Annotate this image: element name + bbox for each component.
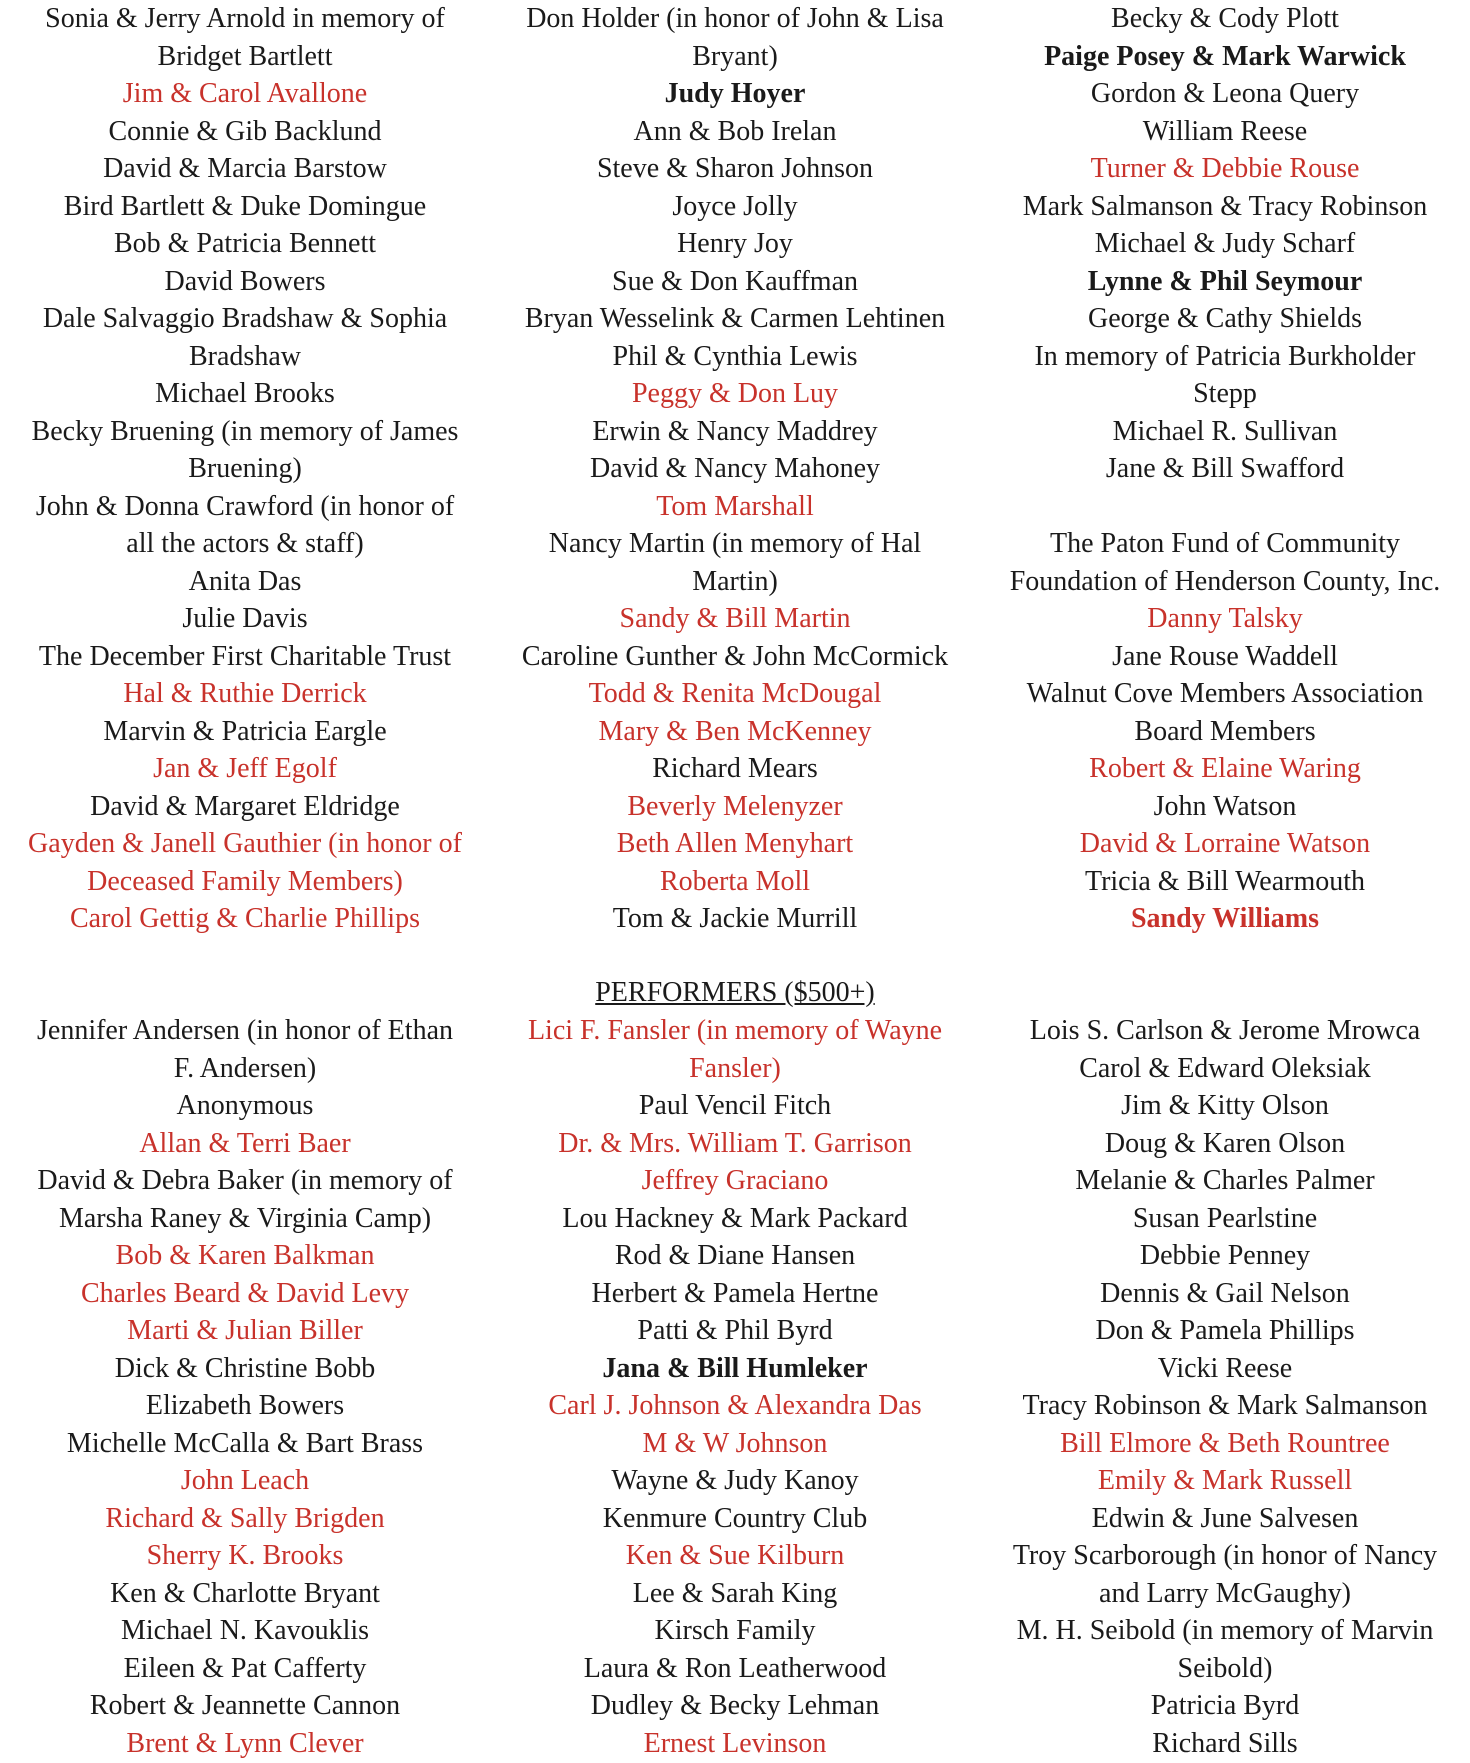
donor-name: Foundation of Henderson County, Inc. (1009, 565, 1441, 597)
donor-name: Doug & Karen Olson (1104, 1127, 1346, 1159)
donor-name: Edwin & June Salvesen (1091, 1502, 1359, 1534)
donor-name: Carol & Edward Oleksiak (1079, 1052, 1371, 1084)
donor-name: Lee & Sarah King (632, 1577, 838, 1609)
donor-name: Sandy Williams (1130, 903, 1320, 934)
donor-name: Ken & Sue Kilburn (625, 1540, 845, 1571)
performers-column-center (490, 1012, 980, 1762)
donor-name: Charles Beard & David Levy (80, 1277, 410, 1309)
donor-name: Bob & Patricia Bennett (113, 228, 377, 259)
donor-name: Hal & Ruthie Derrick (123, 678, 367, 709)
donor-name: Michael N. Kavouklis (120, 1615, 370, 1646)
donor-name: Sherry K. Brooks (146, 1540, 344, 1571)
donor-name: Paul Vencil Fitch (638, 1090, 832, 1121)
donor-name: Sonia & Jerry Arnold in memory of (45, 3, 445, 34)
donor-name: Herbert & Pamela Hertne (591, 1277, 879, 1309)
donor-name: Bridget Bartlett (157, 40, 333, 72)
donor-name: Michael R. Sullivan (1112, 415, 1338, 447)
donor-name: Bird Bartlett & Duke Domingue (63, 190, 427, 222)
donor-name: Becky & Cody Plott (1111, 3, 1339, 34)
donor-name: Steve & Sharon Johnson (596, 153, 874, 184)
donor-name: John & Donna Crawford (in honor of (35, 490, 455, 522)
donor-name: Phil & Cynthia Lewis (612, 340, 858, 372)
donor-name: all the actors & staff) (126, 528, 364, 559)
donor-name: F. Andersen) (173, 1052, 317, 1084)
donor-name: Turner & Debbie Rouse (1090, 153, 1360, 184)
donor-name: Elizabeth Bowers (145, 1390, 345, 1421)
donor-name: Ernest Levinson (643, 1727, 827, 1759)
donor-name: William Reese (1142, 115, 1308, 147)
donor-name: Marvin & Patricia Eargle (103, 715, 387, 747)
donor-name: Dale Salvaggio Bradshaw & Sophia (42, 303, 448, 334)
donor-name: Bradshaw (189, 340, 301, 372)
donor-name: Bob & Karen Balkman (115, 1240, 375, 1271)
donor-name: Beth Allen Menyhart (616, 828, 854, 859)
donor-name: David & Marcia Barstow (103, 153, 387, 184)
donor-name: Anita Das (188, 565, 302, 597)
donor-name: Emily & Mark Russell (1097, 1465, 1353, 1496)
donor-name: Walnut Cove Members Association (1026, 678, 1424, 709)
donor-name: The December First Charitable Trust (38, 640, 452, 672)
donor-name: Jane & Bill Swafford (1105, 453, 1345, 484)
donor-name: Todd & Renita McDougal (588, 678, 882, 709)
donor-name: John Watson (1153, 790, 1297, 822)
spacer (980, 488, 1470, 526)
donor-name: Wayne & Judy Kanoy (611, 1465, 859, 1496)
performers-column-right (980, 1012, 1470, 1762)
donor-name: Patricia Byrd (1150, 1690, 1300, 1721)
donor-name: Michael & Judy Scharf (1094, 228, 1356, 259)
donor-name: Paige Posey & Mark Warwick (1044, 40, 1406, 72)
donor-name: David & Nancy Mahoney (589, 453, 881, 484)
donor-name: David & Margaret Eldridge (90, 790, 400, 822)
donor-name: Ann & Bob Irelan (633, 115, 837, 147)
donor-name: Allan & Terri Baer (139, 1127, 351, 1159)
donor-name: Brent & Lynn Clever (126, 1727, 364, 1759)
donor-name: In memory of Patricia Burkholder (1034, 340, 1416, 372)
donor-name: Kirsch Family (654, 1615, 816, 1646)
donor-name: Michael Brooks (155, 378, 335, 409)
donor-name: Vicki Reese (1157, 1352, 1293, 1384)
donor-name: Anonymous (176, 1090, 314, 1121)
donor-name: Danny Talsky (1147, 603, 1303, 634)
donor-name: Jennifer Andersen (in honor of Ethan (37, 1015, 453, 1046)
donor-name: Stepp (1193, 378, 1257, 409)
donor-name: Bryant) (692, 40, 778, 72)
donor-name: Debbie Penney (1139, 1240, 1311, 1271)
donor-name: Jim & Kitty Olson (1121, 1090, 1329, 1121)
donor-name: Melanie & Charles Palmer (1075, 1165, 1375, 1196)
donor-name: Roberta Moll (659, 865, 811, 897)
donor-name: Tricia & Bill Wearmouth (1084, 865, 1366, 897)
donor-name: David Bowers (164, 265, 326, 297)
donor-name: Deceased Family Members) (87, 865, 403, 897)
donor-name: Michelle McCalla & Bart Brass (66, 1427, 424, 1459)
donor-name: Troy Scarborough (in honor of Nancy (1012, 1540, 1438, 1571)
donor-name: Laura & Ron Leatherwood (583, 1652, 887, 1684)
donor-column-upper-left (0, 0, 490, 938)
donor-name: Marti & Julian Biller (127, 1315, 363, 1346)
donor-name: Sandy & Bill Martin (619, 603, 851, 634)
donor-name: Gayden & Janell Gauthier (in honor of (28, 828, 462, 859)
donor-name: Tom Marshall (656, 490, 814, 522)
donor-name: Erwin & Nancy Maddrey (592, 415, 878, 447)
donor-name: and Larry McGaughy) (1099, 1577, 1351, 1609)
donor-name: Jim & Carol Avallone (122, 78, 368, 109)
donor-name: Robert & Elaine Waring (1089, 753, 1361, 784)
donor-column-upper-right (980, 0, 1470, 938)
donor-name: David & Lorraine Watson (1079, 828, 1371, 859)
donor-name: Judy Hoyer (664, 78, 806, 109)
donor-name: Susan Pearlstine (1132, 1202, 1318, 1234)
donor-name: Lici F. Fansler (in memory of Wayne (527, 1015, 943, 1046)
donor-name: Seibold) (1177, 1652, 1273, 1684)
donor-name: Sue & Don Kauffman (612, 265, 858, 297)
donor-name: Henry Joy (677, 228, 793, 259)
donor-name: Beverly Melenyzer (627, 790, 843, 822)
donor-name: The Paton Fund of Community (1050, 528, 1400, 559)
donor-name: Fansler) (689, 1052, 781, 1084)
donor-name: Carol Gettig & Charlie Phillips (70, 903, 420, 934)
donor-name: Bill Elmore & Beth Rountree (1060, 1427, 1390, 1459)
performers-heading: PERFORMERS ($500+) (595, 977, 875, 1008)
donor-name: Marsha Raney & Virginia Camp) (58, 1202, 432, 1234)
donor-name: Jane Rouse Waddell (1112, 640, 1338, 672)
donor-name: Richard & Sally Brigden (105, 1502, 385, 1534)
donor-name: Dick & Christine Bobb (114, 1352, 376, 1384)
donor-name: Ken & Charlotte Bryant (110, 1577, 380, 1609)
donor-name: Becky Bruening (in memory of James (31, 415, 459, 447)
donor-name: Dudley & Becky Lehman (590, 1690, 880, 1721)
donor-name: Dr. & Mrs. William T. Garrison (558, 1127, 912, 1159)
donor-name: David & Debra Baker (in memory of (37, 1165, 453, 1196)
donor-name: Robert & Jeannette Cannon (89, 1690, 401, 1721)
donor-name: Jeffrey Graciano (641, 1165, 829, 1196)
donor-name: Lynne & Phil Seymour (1087, 265, 1363, 297)
donor-name: George & Cathy Shields (1087, 303, 1362, 334)
donor-name: Martin) (692, 565, 778, 597)
donor-name: Gordon & Leona Query (1090, 78, 1360, 109)
donor-name: Julie Davis (182, 603, 308, 634)
donor-name: Dennis & Gail Nelson (1100, 1277, 1350, 1309)
donor-name: Nancy Martin (in memory of Hal (548, 528, 922, 559)
donor-name: Jana & Bill Humleker (602, 1352, 868, 1384)
donor-name: Rod & Diane Hansen (614, 1240, 856, 1271)
donor-name: Richard Mears (652, 753, 818, 784)
donor-name: Lou Hackney & Mark Packard (562, 1202, 908, 1234)
donor-name: Richard Sills (1152, 1727, 1298, 1759)
donor-name: Mary & Ben McKenney (598, 715, 872, 747)
donor-name: Mark Salmanson & Tracy Robinson (1022, 190, 1428, 222)
donor-name: Peggy & Don Luy (631, 378, 839, 409)
donor-name: Connie & Gib Backlund (108, 115, 382, 147)
donor-name: M & W Johnson (642, 1427, 828, 1459)
donor-name: John Leach (180, 1465, 310, 1496)
donor-name: Eileen & Pat Cafferty (123, 1652, 367, 1684)
donor-name: Bruening) (188, 453, 302, 484)
donor-name: Tom & Jackie Murrill (612, 903, 858, 934)
donor-name: Carl J. Johnson & Alexandra Das (548, 1390, 922, 1421)
performers-column-left (0, 1012, 490, 1762)
donor-name: Caroline Gunther & John McCormick (521, 640, 949, 672)
donor-name: Don & Pamela Phillips (1095, 1315, 1355, 1346)
donor-name: Patti & Phil Byrd (637, 1315, 833, 1346)
donor-name: Don Holder (in honor of John & Lisa (526, 3, 944, 34)
donor-name: Board Members (1134, 715, 1316, 747)
donor-name: M. H. Seibold (in memory of Marvin (1016, 1615, 1434, 1646)
donor-name: Jan & Jeff Egolf (153, 753, 337, 784)
donor-name: Lois S. Carlson & Jerome Mrowca (1029, 1015, 1421, 1046)
donor-name: Kenmure Country Club (602, 1502, 868, 1534)
donor-name: Joyce Jolly (672, 190, 798, 222)
donor-name: Bryan Wesselink & Carmen Lehtinen (524, 303, 946, 334)
donor-column-upper-center (490, 0, 980, 938)
donor-name: Tracy Robinson & Mark Salmanson (1022, 1390, 1428, 1421)
